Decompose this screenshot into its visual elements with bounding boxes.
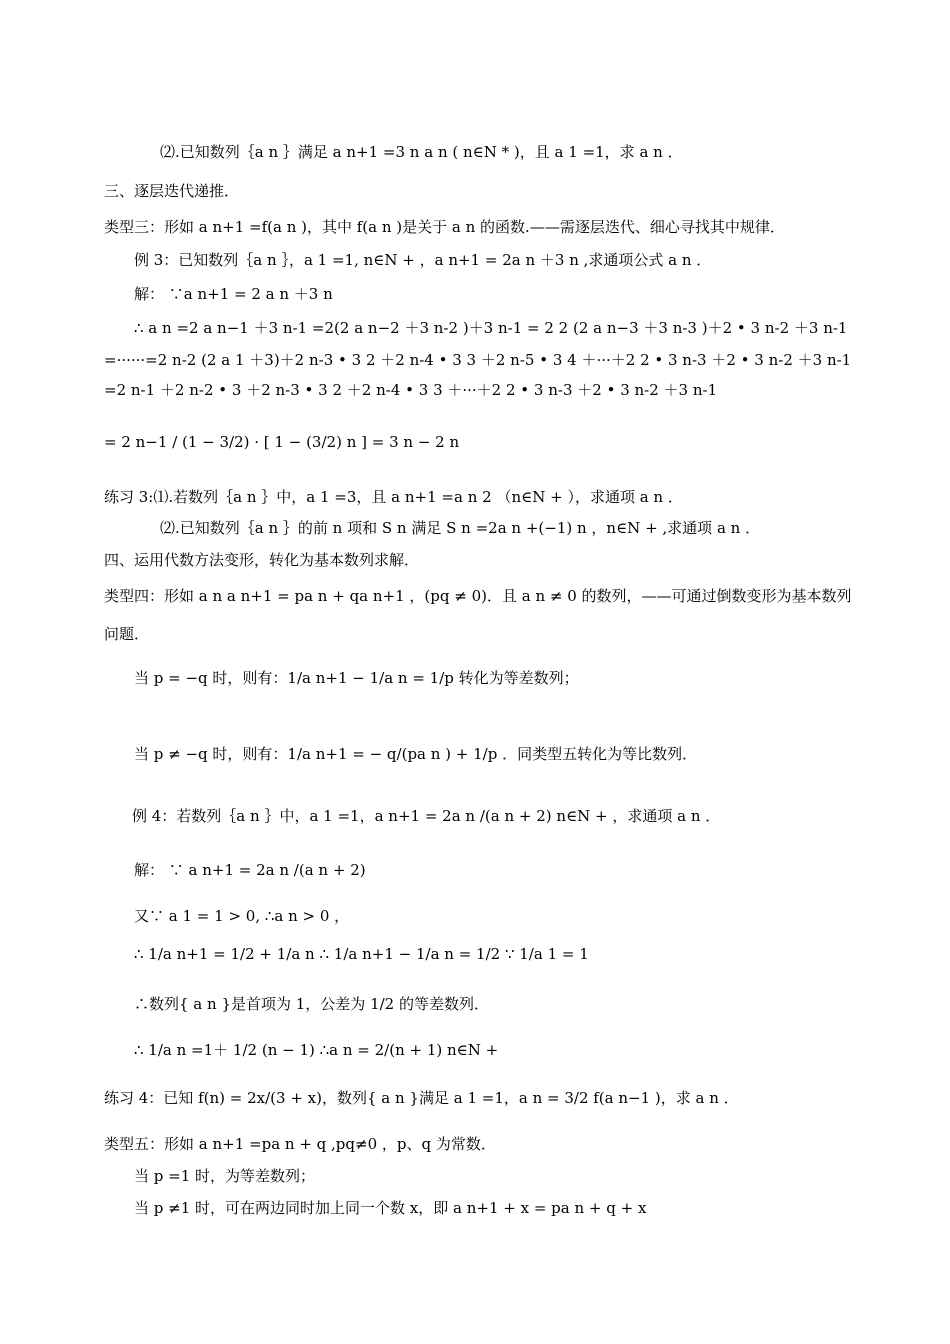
case-p-eq-neg-q: 当 p = −q 时，则有：1/a n+1 − 1/a n = 1/p 转化为等差数列； — [134, 669, 579, 687]
solution-4-result: ∴ 1/a n =1＋ 1/2 (n − 1) ∴a n = 2/(n + 1) n∈N + — [134, 1041, 499, 1059]
type-4-heading: 类型四：形如 a n a n+1 = pa n + qa n+1 ，(pq ≠ 0)．且 a n ≠ 0 的数列，——可通过倒数变形为基本数列 — [104, 587, 852, 605]
solution-4-step-3: ∴ 1/a n+1 = 1/2 + 1/a n ∴ 1/a n+1 − 1/a n = 1/2 ∵ 1/a 1 = 1 — [134, 945, 589, 963]
case-p-neq-neg-q: 当 p ≠ −q 时，则有：1/a n+1 = − q/(pa n ) + 1/p ．同类型五转化为等比数列． — [134, 745, 698, 763]
solution-3-step-3: =······=2 n-2 (2 a 1 ＋3)＋2 n-3 • 3 2 ＋2 n-4 • 3 3 ＋2 n-5 • 3 4 ＋···＋2 2 • 3 n-3 ＋2 • 3 n-2 ＋3 n-1 — [104, 351, 852, 369]
type-3-heading: 类型三：形如 a n+1 =f(a n )，其中 f(a n )是关于 a n 的函数.——需逐层迭代、细心寻找其中规律． — [104, 218, 785, 236]
example-3: 例 3：已知数列｛a n ｝，a 1 =1, n∈N + ，a n+1 = 2a n ＋3 n ,求通项公式 a n ． — [134, 251, 712, 269]
section-4-heading: 四、运用代数方法变形，转化为基本数列求解． — [104, 551, 420, 569]
solution-3-step-4: =2 n-1 ＋2 n-2 • 3 ＋2 n-3 • 3 2 ＋2 n-4 • 3 3 ＋···＋2 2 • 3 n-3 ＋2 • 3 n-2 ＋3 n-1 — [104, 381, 718, 399]
solution-3-step-2: ∴ a n =2 a n−1 ＋3 n-1 =2(2 a n−2 ＋3 n-2 )＋3 n-1 = 2 2 (2 a n−3 ＋3 n-3 )＋2 • 3 n-2 ＋3 n-1 — [134, 319, 848, 337]
type-5-heading: 类型五：形如 a n+1 =pa n + q ,pq≠0 ，p、q 为常数． — [104, 1135, 496, 1153]
section-3-heading: 三、逐层迭代递推． — [104, 182, 240, 200]
exercise-3-1: 练习 3:⑴.若数列｛a n ｝中，a 1 =3，且 a n+1 =a n 2 （n∈N + ），求通项 a n ． — [104, 488, 683, 506]
case-p-eq-1: 当 p =1 时，为等差数列； — [134, 1167, 316, 1185]
example-4: 例 4：若数列｛a n ｝中，a 1 =1，a n+1 = 2a n /(a n + 2) n∈N + ，求通项 a n ． — [132, 807, 721, 825]
case-p-neq-1: 当 p ≠1 时，可在两边同时加上同一个数 x，即 a n+1 + x = pa n + q + x — [134, 1199, 647, 1217]
solution-3-step-1: 解： ∵a n+1 = 2 a n ＋3 n — [134, 285, 333, 303]
type-4-continued: 问题． — [104, 625, 150, 643]
exercise-3-2: ⑵.已知数列｛a n ｝的前 n 项和 S n 满足 S n =2a n +(−1) n ，n∈N + ,求通项 a n ． — [160, 519, 761, 537]
line-1: ⑵.已知数列｛a n ｝满足 a n+1 =3 n a n ( n∈N * )，且 a 1 =1，求 a n ． — [160, 143, 683, 161]
solution-4-step-2: 又∵ a 1 = 1 > 0, ∴a n > 0 ， — [134, 907, 350, 925]
exercise-4: 练习 4：已知 f(n) = 2x/(3 + x)，数列{ a n }满足 a 1 =1，a n = 3/2 f(a n−1 )，求 a n ． — [104, 1089, 739, 1107]
solution-4-step-1: 解： ∵ a n+1 = 2a n /(a n + 2) — [134, 861, 366, 879]
solution-4-step-4: ∴数列{ a n }是首项为 1，公差为 1/2 的等差数列． — [134, 995, 489, 1013]
solution-3-result: = 2 n−1 / (1 − 3/2) · [ 1 − (3/2) n ] = 3 n − 2 n — [104, 433, 460, 451]
